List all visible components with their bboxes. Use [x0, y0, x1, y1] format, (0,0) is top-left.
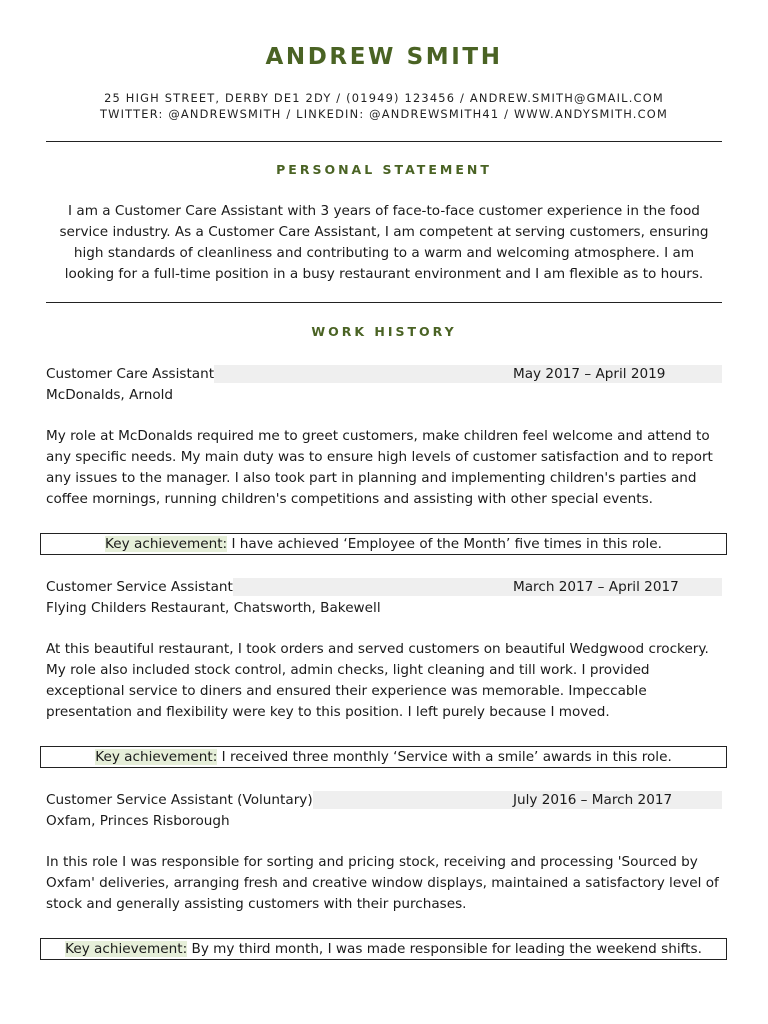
job-dates: March 2017 – April 2017	[513, 579, 679, 595]
key-achievement-label: Key achievement:	[105, 536, 228, 552]
job-title: Customer Service Assistant	[46, 579, 233, 595]
key-achievement-text: By my third month, I was made responsible for leading the weekend shifts.	[187, 941, 702, 957]
job-title: Customer Care Assistant	[46, 366, 215, 382]
key-achievement-text: I received three monthly ‘Service with a smile’ awards in this role.	[217, 749, 672, 765]
job-employer: Flying Childers Restaurant, Chatsworth, Bakewell	[46, 600, 381, 616]
job-dates: July 2016 – March 2017	[513, 792, 673, 808]
job-description: My role at McDonalds required me to greet customers, make children feel welcome and attend to any specific needs. My main duty was to ensure high levels of customer satisfaction and to report any issues to the manager. I also took part in planning and implementing children's parties and coffee mornings, running children's competitions and assisting with other special events.	[46, 428, 713, 507]
job-description: In this role I was responsible for sorting and pricing stock, receiving and processing 'Sourced by Oxfam' deliveries, arranging fresh and creative window displays, maintained a satisfactory level of stock and generally assisting customers with their purchases.	[46, 854, 719, 912]
job-dates: May 2017 – April 2019	[513, 366, 666, 382]
section-divider	[46, 302, 722, 303]
job-employer: Oxfam, Princes Risborough	[46, 813, 230, 829]
key-achievement-label: Key achievement:	[65, 941, 188, 957]
key-achievement-box	[40, 938, 727, 960]
key-achievement-text: I have achieved ‘Employee of the Month’ five times in this role.	[227, 536, 662, 552]
job-description: At this beautiful restaurant, I took orders and served customers on beautiful Wedgwood crockery. My role also included stock control, admin checks, light cleaning and till work. I provided exceptional service to diners and ensured their experience was memorable. Impeccable presentation and flexibility were key to this position. I left purely because I moved.	[46, 641, 709, 720]
personal-statement-heading: PERSONAL STATEMENT	[276, 162, 492, 177]
contact-address-line: 25 HIGH STREET, DERBY DE1 2DY / (01949) 123456 / ANDREW.SMITH@GMAIL.COM	[104, 91, 664, 105]
job-employer: McDonalds, Arnold	[46, 387, 174, 403]
work-history-heading: WORK HISTORY	[311, 324, 457, 339]
job-header	[46, 578, 722, 596]
job-header	[46, 365, 722, 383]
key-achievement-box	[40, 746, 727, 768]
personal-statement-text: I am a Customer Care Assistant with 3 years of face-to-face customer experience in the food service industry. As a Customer Care Assistant, I am competent at serving customers, ensuring high standards of cleanliness and contributing to a warm and welcoming atmosphere. I am looking for a full-time position in a busy restaurant environment and I am flexible as to hours.	[59, 203, 709, 282]
key-achievement-box	[40, 533, 727, 555]
candidate-name: ANDREW SMITH	[265, 44, 503, 70]
key-achievement-label: Key achievement:	[95, 749, 218, 765]
section-divider	[46, 141, 722, 142]
job-header	[46, 791, 722, 809]
contact-social-line: TWITTER: @ANDREWSMITH / LINKEDIN: @ANDREWSMITH41 / WWW.ANDYSMITH.COM	[100, 107, 668, 121]
job-title: Customer Service Assistant (Voluntary)	[46, 792, 313, 808]
